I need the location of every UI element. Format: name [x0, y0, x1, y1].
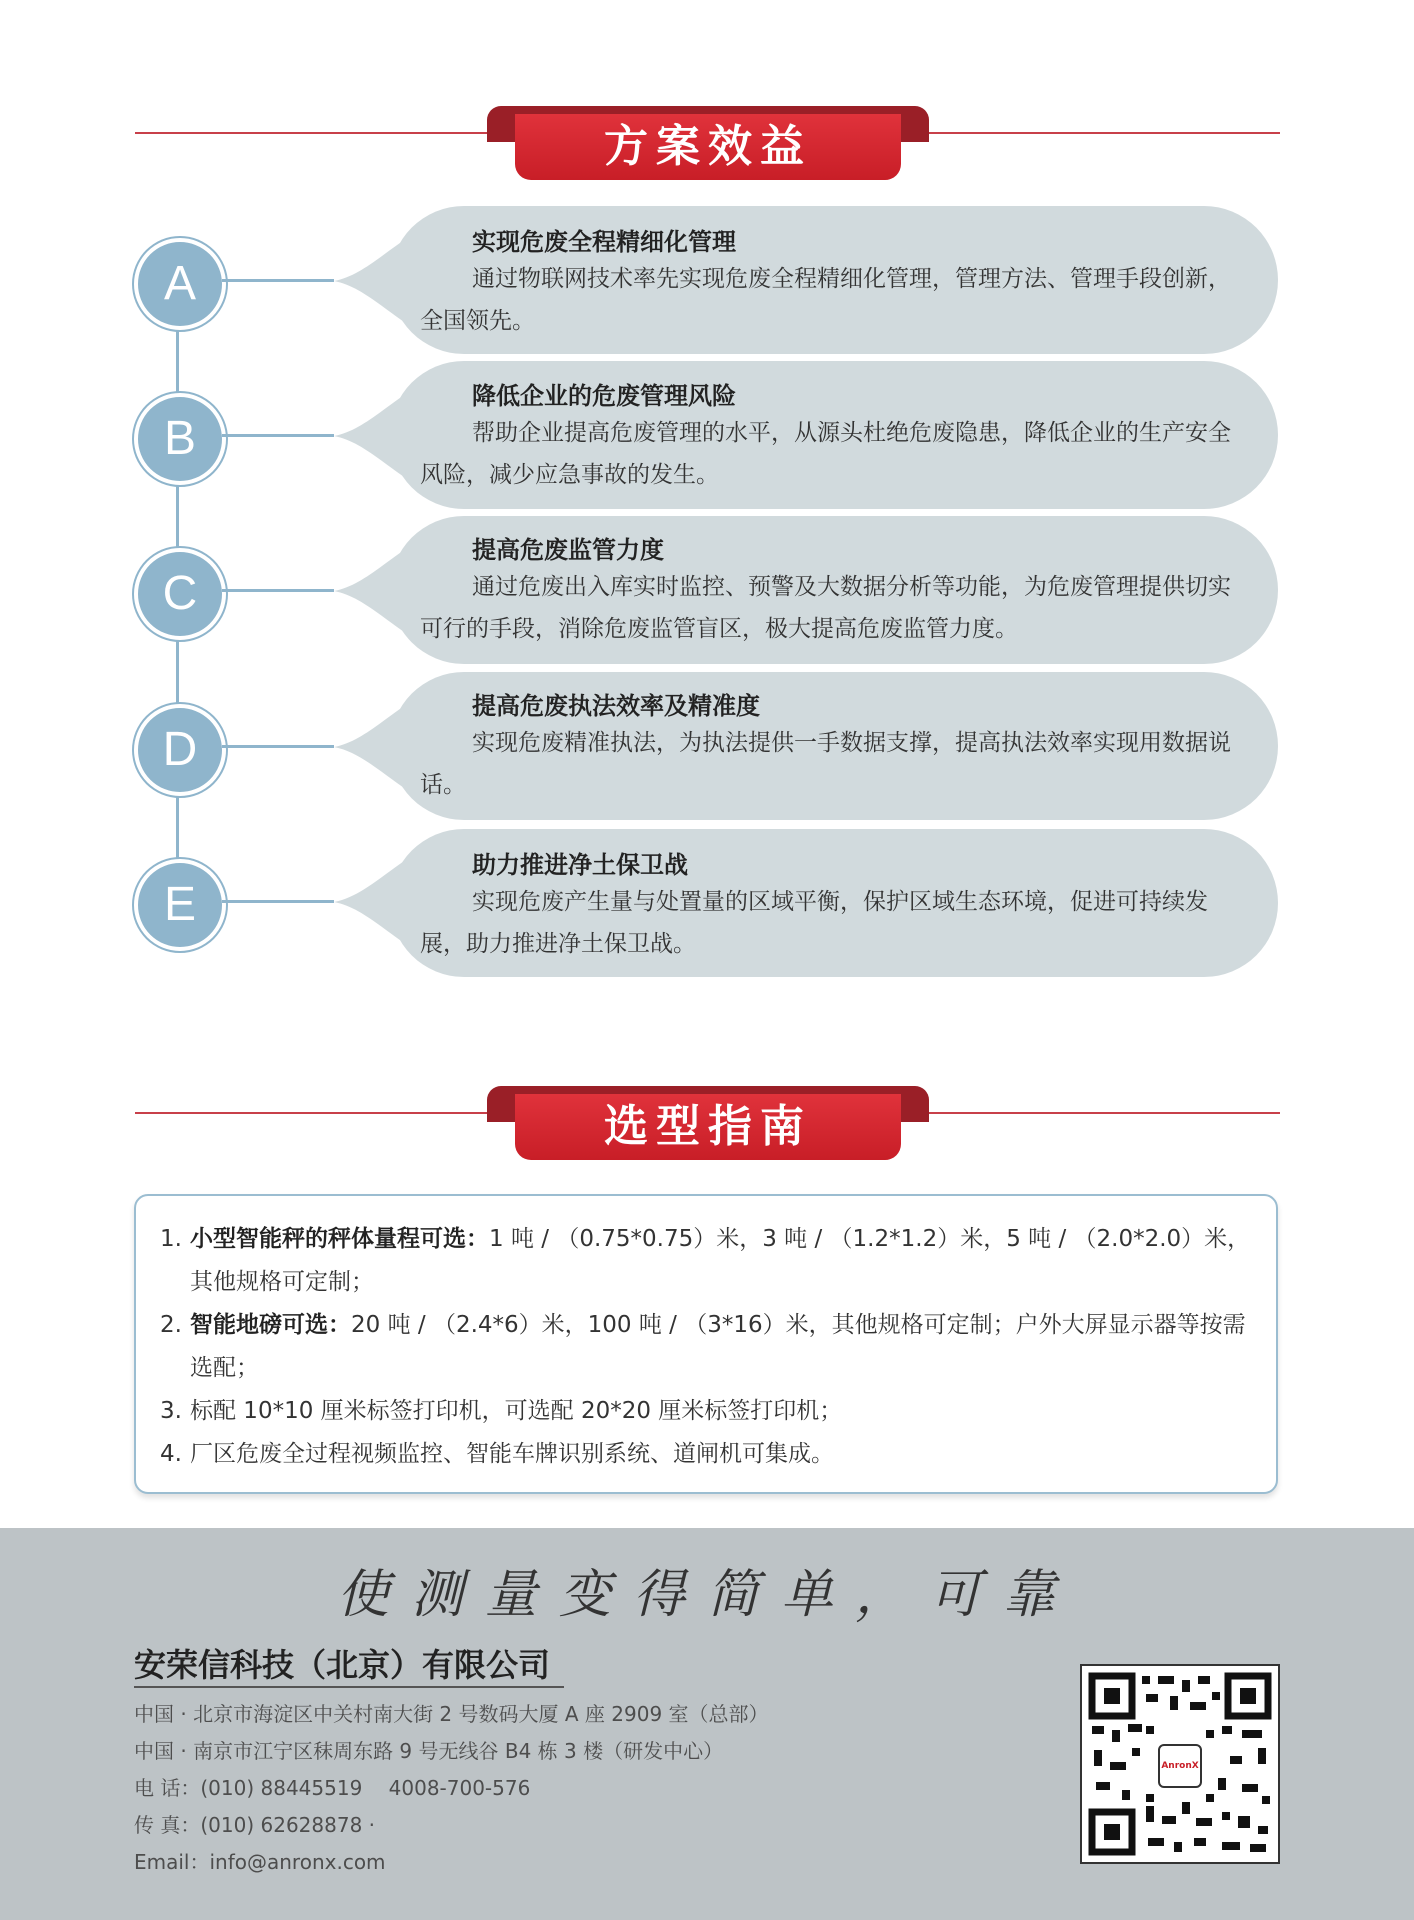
benefit-letter-d: D [134, 704, 226, 796]
benefit-letter-a: A [134, 238, 226, 330]
connector-line [222, 745, 334, 748]
selection-header [135, 1086, 1280, 1166]
connector-line [222, 900, 334, 903]
benefit-text: 实现危废产生量与处置量的区域平衡，保护区域生态环境，促进可持续发展，助力推进净土保卫战。 [420, 889, 1208, 957]
connector-line [222, 434, 334, 437]
list-item [160, 1218, 1252, 1304]
benefit-title: 降低企业的危废管理风险 [472, 382, 736, 410]
item-text: 标配 10*10 厘米标签打印机，可选配 20*20 厘米标签打印机； [190, 1398, 843, 1424]
connector-line [222, 589, 334, 592]
address-rd: 中国 · 南京市江宁区秣周东路 9 号无线谷 B4 栋 3 楼（研发中心） [134, 1739, 724, 1763]
benefit-title: 实现危废全程精细化管理 [472, 228, 736, 256]
item-number: 4. [160, 1441, 182, 1467]
benefit-title: 提高危废监管力度 [472, 536, 664, 564]
item-label: 智能地磅可选： [190, 1312, 351, 1338]
item-number: 3. [160, 1398, 182, 1424]
qr-logo: AnronX [1158, 1744, 1202, 1788]
item-text: 厂区危废全过程视频监控、智能车牌识别系统、道闸机可集成。 [190, 1441, 834, 1467]
selection-guide-box [134, 1194, 1278, 1494]
benefit-letter-b: B [134, 393, 226, 485]
address-hq: 中国 · 北京市海淀区中关村南大街 2 号数码大厦 A 座 2909 室（总部） [134, 1702, 769, 1726]
benefit-title: 提高危废执法效率及精准度 [472, 692, 760, 720]
qr-code [1080, 1664, 1280, 1864]
benefit-letter-e: E [134, 859, 226, 951]
company-name: 安荣信科技（北京）有限公司 [134, 1646, 551, 1684]
item-number: 1. [160, 1226, 182, 1252]
benefits-title: 方案效益 [515, 114, 901, 180]
list-item [160, 1390, 1252, 1433]
benefit-letter-c: C [134, 548, 226, 640]
list-item [160, 1304, 1252, 1390]
item-text: 20 吨 / （2.4*6）米，100 吨 / （3*16）米，其他规格可定制；户外大屏显示器等按需选配； [190, 1312, 1246, 1381]
company-underline [134, 1686, 564, 1688]
benefit-text: 帮助企业提高危废管理的水平，从源头杜绝危废隐患，降低企业的生产安全风险，减少应急事故的发生。 [420, 420, 1231, 488]
list-item [160, 1433, 1252, 1476]
email-link[interactable]: Email：info@anronx.com [134, 1850, 386, 1874]
phone: 电 话：(010) 88445519 4008-700-576 [134, 1776, 531, 1800]
item-number: 2. [160, 1312, 182, 1338]
item-text: 1 吨 / （0.75*0.75）米，3 吨 / （1.2*1.2）米，5 吨 / （2.0*2.0）米，其他规格可定制； [190, 1226, 1251, 1295]
benefit-text: 通过物联网技术率先实现危废全程精细化管理，管理方法、管理手段创新，全国领先。 [420, 266, 1231, 334]
benefit-title: 助力推进净土保卫战 [472, 851, 688, 879]
slogan: 使测量变得简单，可靠 [336, 1565, 1077, 1625]
fax: 传 真：(010) 62628878 · [134, 1813, 376, 1837]
benefit-text: 通过危废出入库实时监控、预警及大数据分析等功能，为危废管理提供切实可行的手段，消除危废监管盲区，极大提高危废监管力度。 [420, 574, 1231, 642]
item-label: 小型智能秤的秤体量程可选： [190, 1226, 489, 1252]
benefit-text: 实现危废精准执法，为执法提供一手数据支撑，提高执法效率实现用数据说话。 [420, 730, 1231, 798]
selection-title: 选型指南 [515, 1094, 901, 1160]
connector-line [222, 279, 334, 282]
footer [0, 1528, 1414, 1920]
